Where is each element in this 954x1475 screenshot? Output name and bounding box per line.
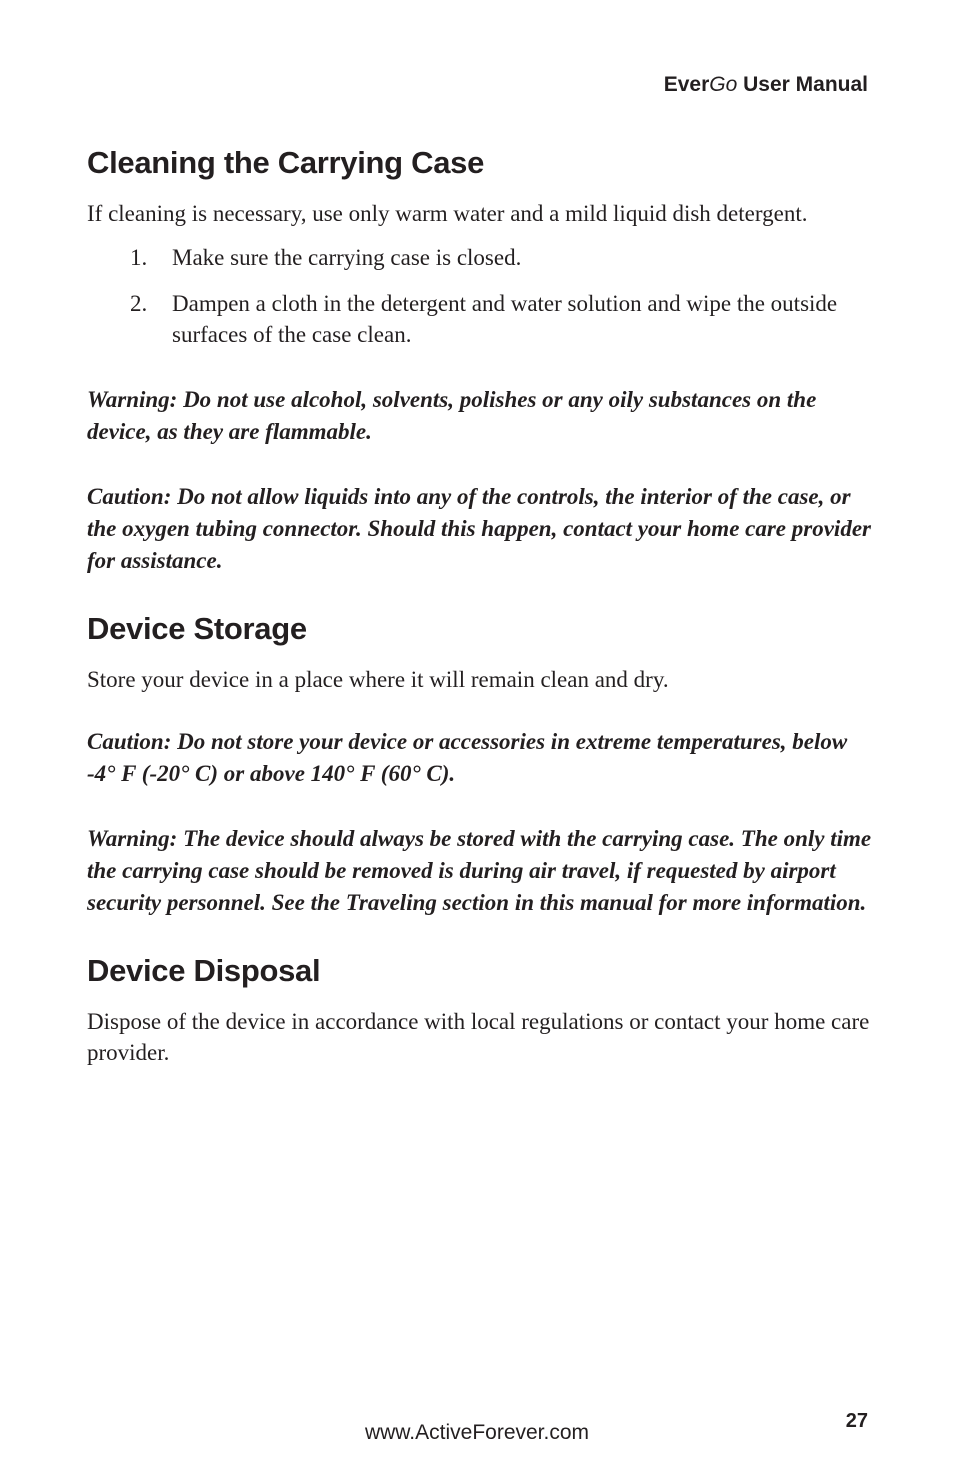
footer-url: www.ActiveForever.com [364,1421,590,1444]
storage-warning: Warning: The device should always be stored with the carrying case. The only time the carrying case should be removed is during air travel, if requested by airport security personnel. See the Traveling section in this manual for more information. [87,826,872,915]
heading-storage: Device Storage [87,611,307,646]
storage-intro: Store your device in a place where it will remain clean and dry. [87,667,669,692]
cleaning-intro: If cleaning is necessary, use only warm water and a mild liquid dish detergent. [87,201,808,226]
cleaning-caution: Caution: Do not allow liquids into any of the controls, the interior of the case, or the oxygen tubing connector. Should this happen, contact your home care provider for assistance. [87,484,871,573]
storage-caution: Caution: Do not store your device or accessories in extreme temperatures, below -4° F (-20° C) or above 140° F (60° C). [87,729,848,786]
disposal-intro: Dispose of the device in accordance with local regulations or contact your home care provider. [87,1009,870,1065]
brand-go: Go [709,73,738,96]
page-number: 27 [845,1410,868,1432]
running-header [664,73,868,97]
page-content [87,145,872,1068]
list-item [87,242,872,273]
step-text: Make sure the carrying case is closed. [172,245,522,270]
step-text: Dampen a cloth in the detergent and water solution and wipe the outside surfaces of the case clean. [172,291,838,347]
heading-cleaning: Cleaning the Carrying Case [87,145,485,180]
heading-disposal: Device Disposal [87,953,321,988]
brand-ever: Ever [663,73,710,96]
header-title: User Manual [743,73,868,96]
step-number: 1. [130,245,148,270]
cleaning-steps [87,242,872,350]
step-number: 2. [130,291,148,316]
list-item [87,288,872,350]
cleaning-warning: Warning: Do not use alcohol, solvents, polishes or any oily substances on the device, as they are flammable. [87,387,817,444]
